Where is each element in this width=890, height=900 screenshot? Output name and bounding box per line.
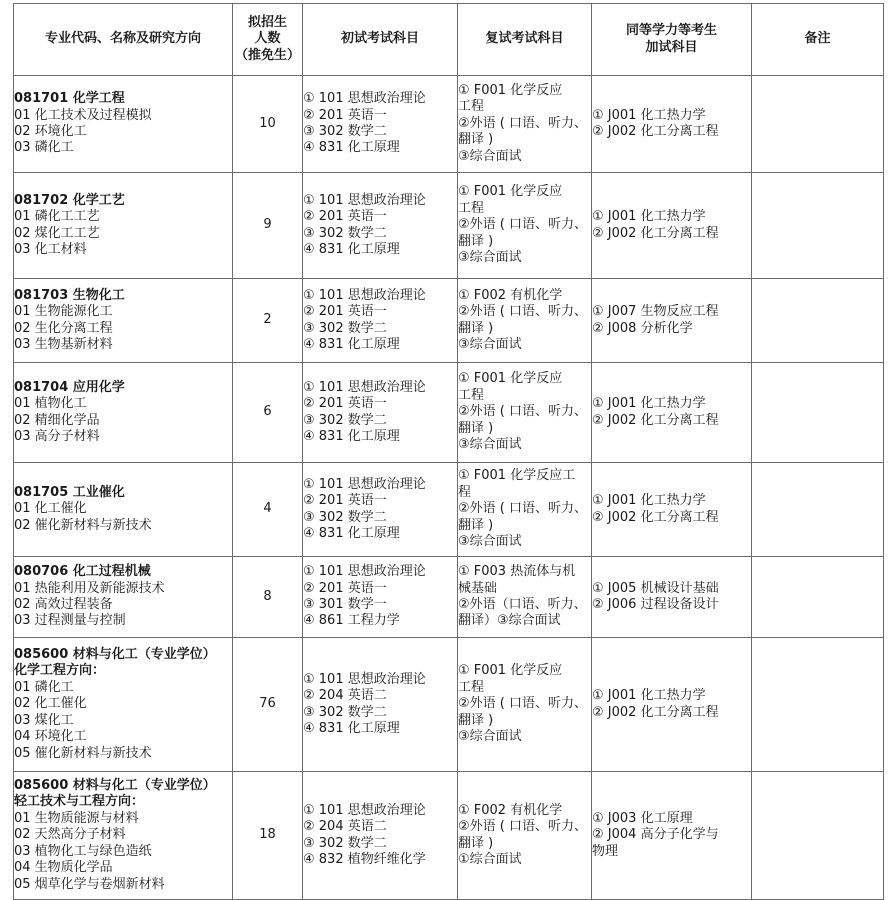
retest-exam-subject: 工程 bbox=[458, 99, 485, 115]
note-cell bbox=[752, 557, 884, 638]
enrollment-count: 6 bbox=[263, 404, 272, 420]
retest-exam-subject: ①综合面试 bbox=[458, 851, 522, 867]
header-initial-exam: 初试考试科目 bbox=[303, 4, 458, 76]
initial-exam-subject: ① 101 思想政治理论 bbox=[303, 671, 426, 687]
retest-exam-subject: 工程 bbox=[458, 200, 485, 216]
note-cell bbox=[752, 638, 884, 772]
retest-exam-subject: ②外语 ( 口语、听力、 bbox=[458, 501, 587, 517]
initial-exam-subject: ① 101 思想政治理论 bbox=[303, 476, 426, 492]
research-direction: 02 高效过程装备 bbox=[14, 597, 113, 612]
major-cell bbox=[14, 173, 233, 279]
initial-exam-subject: ① 101 思想政治理论 bbox=[303, 802, 426, 818]
initial-exam-subject: ① 101 思想政治理论 bbox=[303, 192, 426, 208]
research-direction: 02 环境化工 bbox=[14, 124, 87, 139]
major-title: 085600 材料与化工（专业学位） bbox=[14, 778, 216, 794]
enrollment-count: 8 bbox=[263, 588, 272, 604]
research-direction: 03 煤化工 bbox=[14, 712, 74, 728]
initial-exam-subject: ② 204 英语二 bbox=[303, 688, 387, 704]
enrollment-count: 9 bbox=[263, 217, 272, 233]
extra-exam-cell bbox=[592, 173, 752, 279]
table-row bbox=[14, 638, 884, 772]
retest-exam-subject: ②外语 ( 口语、听力、 bbox=[458, 217, 587, 233]
major-title: 081701 化学工程 bbox=[14, 91, 125, 107]
table-row bbox=[14, 363, 884, 463]
retest-exam-subject: ① F001 化学反应 bbox=[458, 184, 563, 200]
extra-exam-cell bbox=[592, 557, 752, 638]
header-major: 专业代码、名称及研究方向 bbox=[14, 4, 233, 76]
research-direction: 03 化工材料 bbox=[14, 241, 87, 257]
retest-exam-subject: 翻译 ) bbox=[458, 835, 494, 851]
research-direction: 03 生物基新材料 bbox=[14, 336, 113, 352]
major-title: 081704 应用化学 bbox=[14, 379, 125, 395]
retest-exam-subject: 翻译 ) bbox=[458, 132, 494, 148]
enrollment-count-cell bbox=[233, 363, 303, 463]
retest-exam-cell bbox=[458, 173, 592, 279]
initial-exam-cell bbox=[303, 463, 458, 557]
research-direction: 01 磷化工 bbox=[14, 679, 74, 695]
extra-exam-subject: ② J008 分析化学 bbox=[592, 320, 693, 336]
retest-exam-subject: ① F001 化学反应工 bbox=[458, 468, 576, 484]
enrollment-count: 10 bbox=[259, 115, 276, 131]
initial-exam-subject: ④ 831 化工原理 bbox=[303, 241, 400, 257]
retest-exam-cell bbox=[458, 279, 592, 363]
enrollment-count: 76 bbox=[259, 696, 276, 712]
major-title: 081705 工业催化 bbox=[14, 484, 125, 500]
research-direction: 05 烟草化学与卷烟新材料 bbox=[14, 876, 165, 892]
initial-exam-subject: ② 201 英语一 bbox=[303, 493, 387, 509]
header-row bbox=[14, 4, 884, 76]
major-cell bbox=[14, 76, 233, 173]
retest-exam-subject: ②外语 ( 口语、听力、 bbox=[458, 819, 587, 835]
retest-exam-subject: 程 bbox=[458, 484, 472, 500]
extra-exam-subject: ② J002 化工分离工程 bbox=[592, 124, 719, 139]
major-title: 081702 化学工艺 bbox=[14, 192, 125, 208]
table-row bbox=[14, 772, 884, 900]
enrollment-count: 2 bbox=[263, 312, 272, 328]
extra-exam-subject: ① J007 生物反应工程 bbox=[592, 304, 719, 320]
initial-exam-cell bbox=[303, 772, 458, 900]
major-cell bbox=[14, 363, 233, 463]
retest-exam-subject: ① F001 化学反应 bbox=[458, 82, 563, 98]
extra-exam-cell bbox=[592, 76, 752, 173]
extra-exam-cell bbox=[592, 363, 752, 463]
research-direction: 01 生物质能源与材料 bbox=[14, 810, 139, 826]
research-direction: 01 热能利用及新能源技术 bbox=[14, 580, 165, 596]
extra-exam-subject: 物理 bbox=[592, 843, 619, 859]
major-title: 轻工技术与工程方向： bbox=[14, 794, 145, 810]
initial-exam-subject: ④ 832 植物纤维化学 bbox=[303, 851, 426, 867]
research-direction: 03 植物化工与绿色造纸 bbox=[14, 843, 152, 859]
enrollment-count: 18 bbox=[259, 827, 276, 843]
research-direction: 05 催化新材料与新技术 bbox=[14, 745, 152, 761]
major-cell bbox=[14, 279, 233, 363]
extra-exam-subject: ② J002 化工分离工程 bbox=[592, 704, 719, 720]
research-direction: 02 生化分离工程 bbox=[14, 320, 113, 336]
retest-exam-cell bbox=[458, 76, 592, 173]
retest-exam-subject: 翻译 ) bbox=[458, 233, 494, 249]
note-cell bbox=[752, 279, 884, 363]
initial-exam-subject: ① 101 思想政治理论 bbox=[303, 379, 426, 395]
extra-exam-subject: ① J001 化工热力学 bbox=[592, 107, 706, 123]
extra-exam-subject: ② J006 过程设备设计 bbox=[592, 597, 719, 612]
retest-exam-subject: ③综合面试 bbox=[458, 148, 522, 164]
initial-exam-cell bbox=[303, 173, 458, 279]
table-row bbox=[14, 173, 884, 279]
retest-exam-subject: ②外语（口语、听力、 bbox=[458, 597, 587, 612]
initial-exam-subject: ② 201 英语一 bbox=[303, 304, 387, 320]
retest-exam-subject: ②外语 ( 口语、听力、 bbox=[458, 696, 587, 712]
retest-exam-subject: ③综合面试 bbox=[458, 534, 522, 550]
initial-exam-cell bbox=[303, 279, 458, 363]
extra-exam-subject: ② J002 化工分离工程 bbox=[592, 509, 719, 525]
research-direction: 01 生物能源化工 bbox=[14, 304, 113, 320]
initial-exam-cell bbox=[303, 76, 458, 173]
enrollment-count-cell bbox=[233, 173, 303, 279]
initial-exam-subject: ① 101 思想政治理论 bbox=[303, 91, 426, 107]
retest-exam-subject: 翻译 ) bbox=[458, 712, 494, 728]
retest-exam-subject: 械基础 bbox=[458, 580, 498, 596]
extra-exam-cell bbox=[592, 463, 752, 557]
initial-exam-subject: ③ 302 数学二 bbox=[303, 320, 387, 336]
note-cell bbox=[752, 463, 884, 557]
enrollment-count-cell bbox=[233, 557, 303, 638]
table-row bbox=[14, 557, 884, 638]
retest-exam-subject: ②外语 ( 口语、听力、 bbox=[458, 404, 587, 420]
retest-exam-cell bbox=[458, 772, 592, 900]
retest-exam-subject: ③综合面试 bbox=[458, 729, 522, 745]
research-direction: 03 过程测量与控制 bbox=[14, 613, 126, 629]
retest-exam-subject: ②外语 ( 口语、听力、 bbox=[458, 304, 587, 320]
major-cell bbox=[14, 557, 233, 638]
research-direction: 01 化工催化 bbox=[14, 501, 87, 517]
extra-exam-subject: ② J002 化工分离工程 bbox=[592, 412, 719, 428]
note-cell bbox=[752, 772, 884, 900]
initial-exam-subject: ② 201 英语一 bbox=[303, 396, 387, 412]
retest-exam-subject: ③综合面试 bbox=[458, 437, 522, 453]
initial-exam-subject: ④ 831 化工原理 bbox=[303, 140, 400, 156]
header-note: 备注 bbox=[752, 4, 884, 76]
initial-exam-subject: ② 204 英语二 bbox=[303, 819, 387, 835]
retest-exam-subject: 工程 bbox=[458, 679, 485, 695]
initial-exam-subject: ③ 302 数学二 bbox=[303, 509, 387, 525]
initial-exam-cell bbox=[303, 363, 458, 463]
major-cell bbox=[14, 638, 233, 772]
retest-exam-cell bbox=[458, 363, 592, 463]
enrollment-count-cell bbox=[233, 772, 303, 900]
retest-exam-cell bbox=[458, 638, 592, 772]
retest-exam-subject: 翻译 ) bbox=[458, 420, 494, 436]
retest-exam-subject: ③综合面试 bbox=[458, 250, 522, 266]
initial-exam-subject: ③ 302 数学二 bbox=[303, 835, 387, 851]
initial-exam-subject: ② 201 英语一 bbox=[303, 209, 387, 225]
header-extra-exam: 同等学力等考生 加试科目 bbox=[592, 4, 752, 76]
research-direction: 03 磷化工 bbox=[14, 140, 74, 156]
extra-exam-subject: ① J001 化工热力学 bbox=[592, 209, 706, 225]
major-title: 080706 化工过程机械 bbox=[14, 564, 151, 580]
note-cell bbox=[752, 363, 884, 463]
research-direction: 02 精细化学品 bbox=[14, 412, 100, 428]
research-direction: 01 化工技术及过程模拟 bbox=[14, 107, 152, 123]
header-count: 拟招生 人数 （推免生） bbox=[233, 4, 303, 76]
research-direction: 02 化工催化 bbox=[14, 696, 87, 712]
initial-exam-subject: ① 101 思想政治理论 bbox=[303, 564, 426, 580]
extra-exam-subject: ① J001 化工热力学 bbox=[592, 688, 706, 704]
research-direction: 03 高分子材料 bbox=[14, 428, 100, 444]
admissions-table bbox=[13, 3, 884, 900]
extra-exam-subject: ② J002 化工分离工程 bbox=[592, 225, 719, 241]
initial-exam-subject: ③ 302 数学二 bbox=[303, 124, 387, 139]
extra-exam-subject: ① J001 化工热力学 bbox=[592, 493, 706, 509]
research-direction: 04 生物质化学品 bbox=[14, 860, 113, 876]
extra-exam-cell bbox=[592, 772, 752, 900]
research-direction: 01 植物化工 bbox=[14, 396, 87, 412]
initial-exam-subject: ④ 831 化工原理 bbox=[303, 720, 400, 736]
initial-exam-cell bbox=[303, 638, 458, 772]
retest-exam-subject: ① F002 有机化学 bbox=[458, 802, 563, 818]
header-retest-exam: 复试考试科目 bbox=[458, 4, 592, 76]
enrollment-count-cell bbox=[233, 279, 303, 363]
enrollment-count-cell bbox=[233, 638, 303, 772]
enrollment-count-cell bbox=[233, 76, 303, 173]
extra-exam-cell bbox=[592, 638, 752, 772]
retest-exam-subject: ②外语 ( 口语、听力、 bbox=[458, 115, 587, 131]
initial-exam-subject: ② 201 英语一 bbox=[303, 580, 387, 596]
retest-exam-subject: ① F002 有机化学 bbox=[458, 287, 563, 303]
extra-exam-subject: ① J001 化工热力学 bbox=[592, 396, 706, 412]
enrollment-count-cell bbox=[233, 463, 303, 557]
note-cell bbox=[752, 76, 884, 173]
research-direction: 02 催化新材料与新技术 bbox=[14, 517, 152, 533]
major-title: 化学工程方向： bbox=[14, 663, 106, 679]
research-direction: 02 煤化工工艺 bbox=[14, 225, 100, 241]
retest-exam-subject: ① F003 热流体与机 bbox=[458, 564, 576, 580]
research-direction: 04 环境化工 bbox=[14, 729, 87, 745]
table-row bbox=[14, 463, 884, 557]
major-title: 081703 生物化工 bbox=[14, 287, 125, 303]
extra-exam-subject: ① J005 机械设计基础 bbox=[592, 580, 719, 596]
initial-exam-subject: ③ 302 数学二 bbox=[303, 225, 387, 241]
initial-exam-subject: ③ 301 数学一 bbox=[303, 597, 387, 612]
extra-exam-subject: ② J004 高分子化学与 bbox=[592, 827, 719, 843]
research-direction: 02 天然高分子材料 bbox=[14, 827, 126, 843]
retest-exam-subject: ① F001 化学反应 bbox=[458, 663, 563, 679]
major-cell bbox=[14, 772, 233, 900]
major-cell bbox=[14, 463, 233, 557]
retest-exam-cell bbox=[458, 557, 592, 638]
initial-exam-subject: ④ 831 化工原理 bbox=[303, 336, 400, 352]
initial-exam-subject: ② 201 英语一 bbox=[303, 107, 387, 123]
initial-exam-subject: ③ 302 数学二 bbox=[303, 412, 387, 428]
note-cell bbox=[752, 173, 884, 279]
initial-exam-subject: ④ 831 化工原理 bbox=[303, 428, 400, 444]
research-direction: 01 磷化工工艺 bbox=[14, 209, 100, 225]
retest-exam-subject: ③综合面试 bbox=[458, 336, 522, 352]
retest-exam-subject: ① F001 化学反应 bbox=[458, 371, 563, 387]
initial-exam-cell bbox=[303, 557, 458, 638]
table-body bbox=[14, 76, 884, 900]
retest-exam-subject: 翻译 ) bbox=[458, 517, 494, 533]
initial-exam-subject: ④ 861 工程力学 bbox=[303, 613, 400, 629]
extra-exam-cell bbox=[592, 279, 752, 363]
retest-exam-subject: 翻译 ) bbox=[458, 320, 494, 336]
extra-exam-subject: ① J003 化工原理 bbox=[592, 810, 693, 826]
retest-exam-cell bbox=[458, 463, 592, 557]
table-row bbox=[14, 279, 884, 363]
table-row bbox=[14, 76, 884, 173]
retest-exam-subject: 翻译）③综合面试 bbox=[458, 613, 561, 629]
initial-exam-subject: ④ 831 化工原理 bbox=[303, 525, 400, 541]
initial-exam-subject: ③ 302 数学二 bbox=[303, 704, 387, 720]
initial-exam-subject: ① 101 思想政治理论 bbox=[303, 287, 426, 303]
major-title: 085600 材料与化工（专业学位） bbox=[14, 647, 216, 663]
enrollment-count: 4 bbox=[263, 501, 272, 517]
retest-exam-subject: 工程 bbox=[458, 387, 485, 403]
